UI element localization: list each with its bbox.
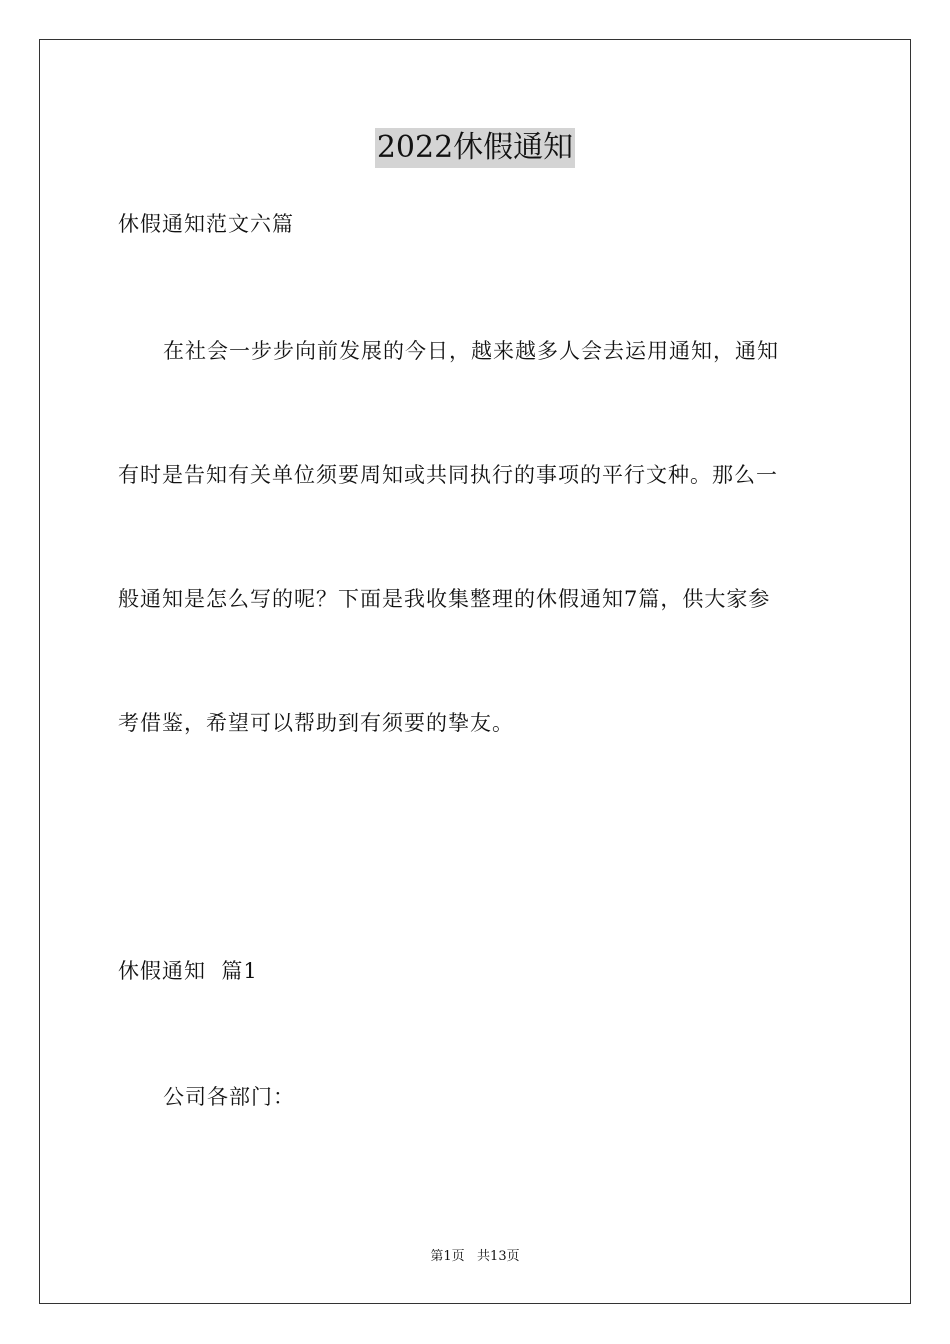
section-heading: 休假通知 篇1 xyxy=(118,959,258,983)
intro-line-1: 在社会一步步向前发展的今日，越来越多人会去运用通知，通知 xyxy=(163,339,779,363)
intro-line-4: 考借鉴，希望可以帮助到有须要的挚友。 xyxy=(118,711,514,735)
document-title-text: 2022休假通知 xyxy=(375,128,575,168)
page-footer: 第1页 共13页 xyxy=(430,1249,520,1264)
document-subtitle: 休假通知范文六篇 xyxy=(118,212,294,236)
document-title xyxy=(0,128,950,168)
salutation: 公司各部门： xyxy=(163,1085,295,1109)
intro-line-2: 有时是告知有关单位须要周知或共同执行的事项的平行文种。那么一 xyxy=(118,463,778,487)
intro-line-3: 般通知是怎么写的呢？下面是我收集整理的休假通知7篇，供大家参 xyxy=(118,587,771,611)
